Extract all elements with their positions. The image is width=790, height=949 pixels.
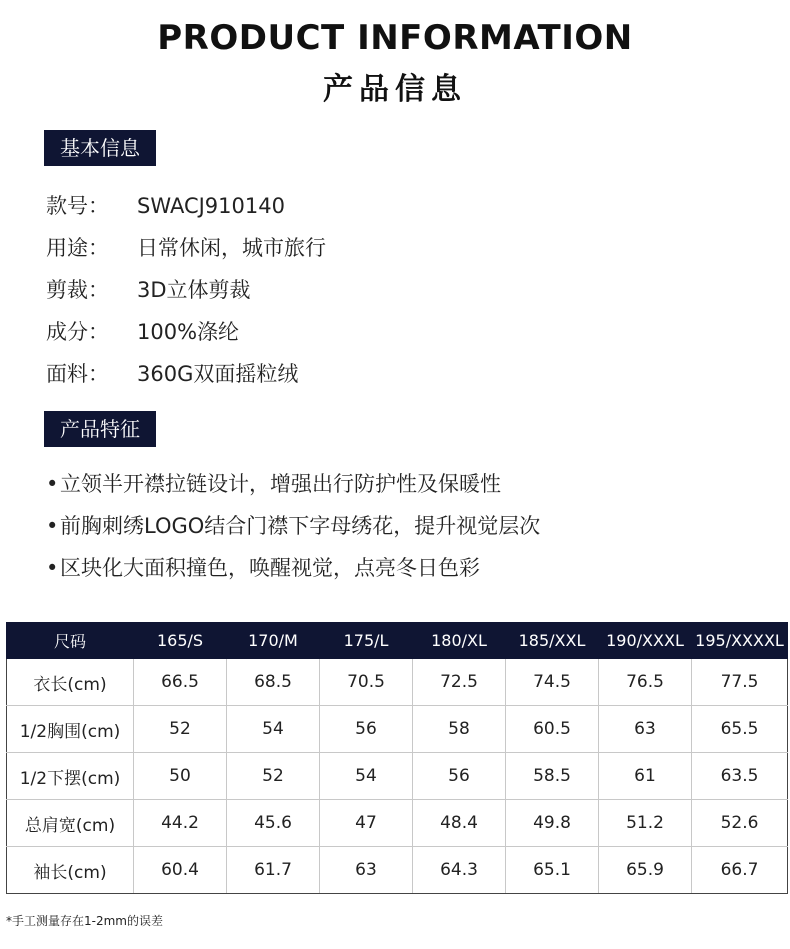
table-cell: 52.6 — [692, 800, 788, 847]
info-value: SWACJ910140 — [137, 194, 285, 218]
info-value: 360G双面摇粒绒 — [137, 362, 299, 386]
table-cell: 45.6 — [227, 800, 320, 847]
row-label-cell: 1/2下摆(cm) — [7, 753, 134, 800]
table-cell: 60.4 — [134, 847, 227, 894]
feature-item — [46, 463, 540, 505]
table-cell: 63 — [599, 706, 692, 753]
info-value: 100%涤纶 — [137, 320, 240, 344]
row-label-cell: 袖长(cm) — [7, 847, 134, 894]
table-cell: 63 — [320, 847, 413, 894]
info-row-style-number — [46, 185, 326, 227]
table-cell: 52 — [134, 706, 227, 753]
table-cell: 44.2 — [134, 800, 227, 847]
table-cell: 54 — [227, 706, 320, 753]
title-chinese: 产品信息 — [323, 72, 467, 107]
table-cell: 51.2 — [599, 800, 692, 847]
feature-text: 立领半开襟拉链设计，增强出行防护性及保暖性 — [60, 472, 501, 496]
info-row-cut — [46, 269, 326, 311]
section-label-features: 产品特征 — [44, 411, 156, 447]
bullet-icon: • — [46, 472, 59, 496]
info-value: 日常休闲，城市旅行 — [137, 236, 326, 260]
table-cell: 50 — [134, 753, 227, 800]
row-label-cell: 1/2胸围(cm) — [7, 706, 134, 753]
table-row — [7, 706, 788, 753]
info-key: 面料： — [46, 362, 109, 386]
header-cell: 185/XXL — [506, 623, 599, 659]
table-cell: 72.5 — [413, 659, 506, 706]
table-cell: 61 — [599, 753, 692, 800]
table-cell: 66.5 — [134, 659, 227, 706]
table-cell: 56 — [320, 706, 413, 753]
table-cell: 52 — [227, 753, 320, 800]
table-cell: 64.3 — [413, 847, 506, 894]
table-cell: 77.5 — [692, 659, 788, 706]
table-row — [7, 800, 788, 847]
feature-item — [46, 505, 540, 547]
info-row-fabric — [46, 353, 326, 395]
info-row-usage — [46, 227, 326, 269]
table-cell: 70.5 — [320, 659, 413, 706]
header-cell: 175/L — [320, 623, 413, 659]
table-cell: 49.8 — [506, 800, 599, 847]
header-cell: 170/M — [227, 623, 320, 659]
table-cell: 54 — [320, 753, 413, 800]
table-cell: 66.7 — [692, 847, 788, 894]
info-key: 成分： — [46, 320, 109, 344]
row-label-cell: 总肩宽(cm) — [7, 800, 134, 847]
feature-text: 前胸刺绣LOGO结合门襟下字母绣花，提升视觉层次 — [60, 514, 541, 538]
header-cell: 195/XXXXL — [692, 623, 788, 659]
table-cell: 63.5 — [692, 753, 788, 800]
header-cell: 尺码 — [7, 623, 134, 659]
table-cell: 47 — [320, 800, 413, 847]
info-row-composition — [46, 311, 326, 353]
info-value: 3D立体剪裁 — [137, 278, 251, 302]
table-cell: 61.7 — [227, 847, 320, 894]
size-chart-table — [6, 622, 788, 894]
feature-text: 区块化大面积撞色，唤醒视觉，点亮冬日色彩 — [60, 556, 480, 580]
info-key: 剪裁： — [46, 278, 109, 302]
table-cell: 65.9 — [599, 847, 692, 894]
table-cell: 68.5 — [227, 659, 320, 706]
table-cell: 60.5 — [506, 706, 599, 753]
bullet-icon: • — [46, 556, 59, 580]
table-row — [7, 753, 788, 800]
info-key: 款号： — [46, 194, 109, 218]
size-table-header-row — [7, 623, 788, 659]
info-key: 用途： — [46, 236, 109, 260]
table-cell: 58 — [413, 706, 506, 753]
bullet-icon: • — [46, 514, 59, 538]
table-cell: 58.5 — [506, 753, 599, 800]
header-cell: 180/XL — [413, 623, 506, 659]
table-row — [7, 659, 788, 706]
table-cell: 74.5 — [506, 659, 599, 706]
table-cell: 48.4 — [413, 800, 506, 847]
header-cell: 165/S — [134, 623, 227, 659]
measurement-footnote: *手工测量存在1-2mm的误差 — [6, 914, 163, 928]
feature-item — [46, 547, 540, 589]
title-english: PRODUCT INFORMATION — [157, 18, 633, 58]
basic-info-list — [46, 185, 326, 395]
table-cell: 56 — [413, 753, 506, 800]
feature-list — [46, 463, 540, 589]
section-label-basic-info: 基本信息 — [44, 130, 156, 166]
header-cell: 190/XXXL — [599, 623, 692, 659]
table-cell: 76.5 — [599, 659, 692, 706]
table-row — [7, 847, 788, 894]
row-label-cell: 衣长(cm) — [7, 659, 134, 706]
table-cell: 65.1 — [506, 847, 599, 894]
table-cell: 65.5 — [692, 706, 788, 753]
